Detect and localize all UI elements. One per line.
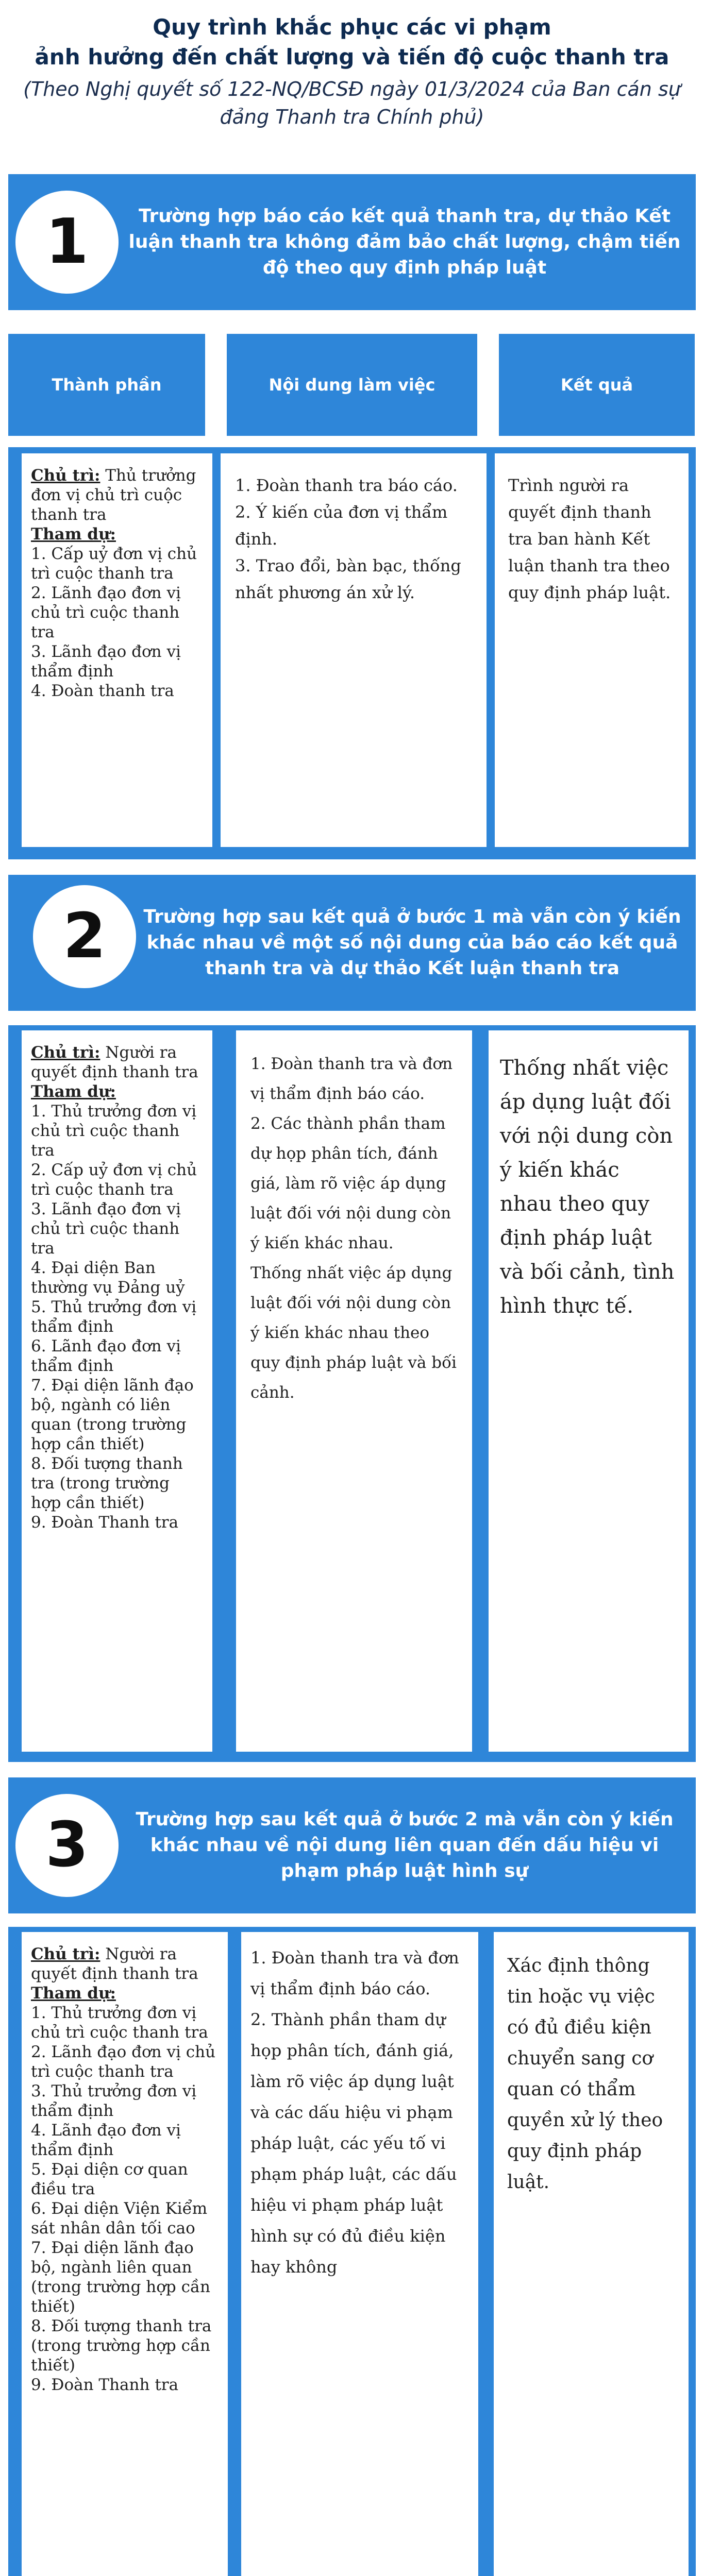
page-title-line-1: Quy trình khắc phục các vi phạm [153, 14, 551, 40]
attendee-item: 3. Lãnh đạo đơn vị thẩm định [31, 642, 181, 681]
section-title: Trường hợp báo cáo kết quả thanh tra, dự thảo Kết luận thanh tra không đảm bảo chất lượng, chậm tiến độ theo quy định pháp luật [128, 206, 681, 278]
content-cell [236, 1030, 472, 1752]
attendee-item: 7. Đại diện lãnh đạo bộ, ngành liên quan (trong trường hợp cần thiết) [31, 2239, 210, 2316]
chair-label: Chủ trì: [31, 466, 100, 485]
attendee-item: 5. Đại diện cơ quan điều tra [31, 2160, 188, 2198]
attendee-item: 1. Thủ trưởng đơn vị chủ trì cuộc thanh tra [31, 2004, 208, 2042]
chair-value: Thủ trưởng đơn vị chủ trì cuộc thanh tra [31, 466, 196, 524]
section-title: Trường hợp sau kết quả ở bước 2 mà vẫn còn ý kiến khác nhau về nội dung liên quan đến dấu hiệu vi phạm pháp luật hình sự [136, 1809, 674, 1882]
attendee-item: 2. Lãnh đạo đơn vị chủ trì cuộc thanh tra [31, 584, 181, 641]
attendee-item: 8. Đối tượng thanh tra (trong trường hợp cần thiết) [31, 1454, 183, 1512]
attendee-item: 7. Đại diện lãnh đạo bộ, ngành có liên quan (trong trường hợp cần thiết) [31, 1376, 194, 1453]
result-text: Trình người ra quyết định thanh tra ban hành Kết luận thanh tra theo quy định pháp luật. [508, 476, 671, 602]
attendee-item: 6. Đại diện Viện Kiểm sát nhân dân tối cao [31, 2199, 208, 2238]
result-text: Thống nhất việc áp dụng luật đối với nội dung còn ý kiến khác nhau theo quy định pháp luật và bối cảnh, tình hình thực tế. [500, 1056, 675, 1318]
section-number-badge: 2 [33, 885, 136, 988]
section-title: Trường hợp sau kết quả ở bước 1 mà vẫn còn ý kiến khác nhau về một số nội dung của báo cáo kết quả thanh tra và dự thảo Kết luận thanh tra [143, 906, 681, 979]
content-item: 2. Ý kiến của đơn vị thẩm định. [235, 502, 448, 549]
content-item: 1. Đoàn thanh tra và đơn vị thẩm định báo cáo. [250, 1055, 453, 1103]
attendee-item: 1. Cấp uỷ đơn vị chủ trì cuộc thanh tra [31, 545, 197, 583]
content-item: 2. Thành phần tham dự họp phân tích, đánh giá, làm rõ việc áp dụng luật và các dấu hiệu vi phạm pháp luật, các yếu tố vi phạm pháp luật, các dấu hiệu vi phạm pháp luật hình sự có đủ điều kiện hay không [250, 2010, 457, 2277]
attendee-item: 6. Lãnh đạo đơn vị thẩm định [31, 1337, 181, 1375]
content-item: 2. Các thành phần tham dự họp phân tích, đánh giá, làm rõ việc áp dụng luật đối với nội dung còn ý kiến khác nhau. [250, 1114, 451, 1252]
chair-value: Người ra quyết định thanh tra [31, 1043, 198, 1081]
attendee-item: 4. Đoàn thanh tra [31, 682, 174, 700]
page-title-line-2: ảnh hưởng đến chất lượng và tiến độ cuộc thanh tra [35, 44, 669, 70]
attendee-item: 3. Thủ trưởng đơn vị thẩm định [31, 2082, 197, 2120]
chair-label: Chủ trì: [31, 1043, 100, 1062]
result-cell [489, 1030, 689, 1752]
attendee-item: 4. Lãnh đạo đơn vị thẩm định [31, 2121, 181, 2159]
content-cell [241, 1932, 478, 2576]
attendee-item: 4. Đại diện Ban thường vụ Đảng uỷ [31, 1259, 185, 1297]
chair-value: Người ra quyết định thanh tra [31, 1945, 198, 1983]
result-text: Xác định thông tin hoặc vụ việc có đủ điều kiện chuyển sang cơ quan có thẩm quyền xử lý theo quy định pháp luật. [507, 1955, 663, 2193]
attendee-item: 9. Đoàn Thanh tra [31, 2376, 179, 2394]
content-item: 3. Trao đổi, bàn bạc, thống nhất phương án xử lý. [235, 556, 461, 602]
column-header-participants: Thành phần [8, 334, 205, 436]
content-item: 1. Đoàn thanh tra và đơn vị thẩm định báo cáo. [250, 1948, 459, 1998]
result-cell [494, 1932, 689, 2576]
content-item: 1. Đoàn thanh tra báo cáo. [235, 476, 458, 495]
result-cell [495, 453, 689, 847]
page-header [0, 0, 704, 155]
attendee-item: 3. Lãnh đạo đơn vị chủ trì cuộc thanh tra [31, 1200, 181, 1258]
attendees-label: Tham dự: [31, 525, 116, 544]
attendee-item: 5. Thủ trưởng đơn vị thẩm định [31, 1298, 197, 1336]
attendee-item: 9. Đoàn Thanh tra [31, 1513, 179, 1532]
attendee-item: 2. Cấp uỷ đơn vị chủ trì cuộc thanh tra [31, 1161, 197, 1199]
section-number-badge: 3 [15, 1794, 119, 1897]
content-item: Thống nhất việc áp dụng luật đối với nội dung còn ý kiến khác nhau theo quy định pháp luật và bối cảnh. [250, 1264, 457, 1402]
column-header-content: Nội dung làm việc [227, 334, 477, 436]
content-cell [221, 453, 487, 847]
attendee-item: 2. Lãnh đạo đơn vị chủ trì cuộc thanh tra [31, 2043, 216, 2081]
attendees-label: Tham dự: [31, 1082, 116, 1101]
participants-cell [22, 1030, 212, 1752]
participants-cell [22, 1932, 228, 2576]
section-number-badge: 1 [15, 191, 119, 294]
attendee-item: 8. Đối tượng thanh tra (trong trường hợp cần thiết) [31, 2317, 212, 2375]
participants-cell [22, 453, 212, 847]
chair-label: Chủ trì: [31, 1945, 100, 1963]
attendee-item: 1. Thủ trưởng đơn vị chủ trì cuộc thanh tra [31, 1102, 197, 1160]
attendees-label: Tham dự: [31, 1984, 116, 2003]
page-subtitle: (Theo Nghị quyết số 122-NQ/BCSĐ ngày 01/3/2024 của Ban cán sự đảng Thanh tra Chính phủ) [23, 78, 681, 128]
column-header-result: Kết quả [499, 334, 695, 436]
page-title [0, 12, 704, 72]
